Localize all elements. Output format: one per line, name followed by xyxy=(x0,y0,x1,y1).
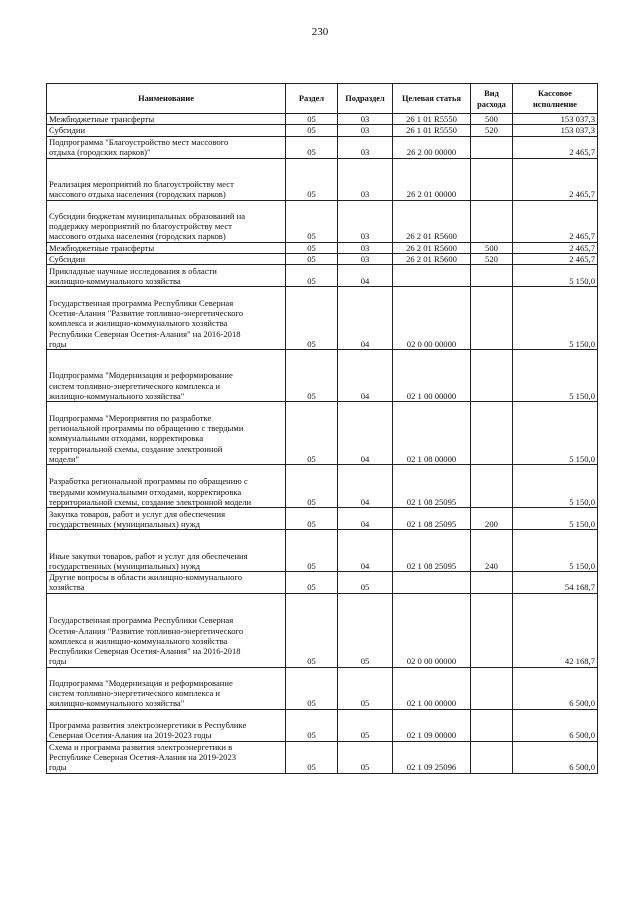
row-subsection: 05 xyxy=(338,741,393,773)
row-name xyxy=(47,136,286,158)
row-subsection: 04 xyxy=(338,465,393,508)
row-target: 26 2 01 00000 xyxy=(393,158,471,200)
table-row xyxy=(47,667,598,709)
row-section: 05 xyxy=(286,572,338,594)
header-kind: Вид расхода xyxy=(471,84,513,114)
row-kind xyxy=(471,741,513,773)
row-name xyxy=(47,530,286,572)
table-row xyxy=(47,709,598,741)
row-amount: 42 168,7 xyxy=(513,593,598,667)
row-name-text: Государственная программа Республики Северная Осетия-Алания "Развитие топливно-энергетического комплекса и жилищно-коммунального хозяйства Республики Северная Осетия-Алания" на 2016-2018 годы xyxy=(49,615,244,667)
row-target xyxy=(393,265,471,287)
row-kind: 500 xyxy=(471,242,513,253)
row-name-text: Подпрограмма "Модернизация и реформирование систем топливно-энергетического комплекса и жилищно-коммунального хозяйства" xyxy=(49,677,233,709)
row-amount: 6 500,0 xyxy=(513,709,598,741)
header-amount: Кассовое исполнение xyxy=(513,84,598,114)
table-row xyxy=(47,572,598,594)
row-name-text: Иные закупки товаров, работ и услуг для обеспечения государственных (муниципальных) нужд xyxy=(49,550,248,571)
row-name-text: Другие вопросы в области жилищно-коммунального хозяйства xyxy=(49,572,242,593)
row-amount: 2 465,7 xyxy=(513,253,598,264)
row-target: 26 1 01 R5550 xyxy=(393,125,471,136)
row-target: 02 0 00 00000 xyxy=(393,593,471,667)
row-section: 05 xyxy=(286,350,338,402)
row-name xyxy=(47,125,286,136)
row-amount: 2 465,7 xyxy=(513,200,598,242)
row-section: 05 xyxy=(286,508,338,530)
row-name-text: Разработка региональной программы по обращению с твердыми коммунальными отходами, корректировка территориальной схемы, создание электронной модели xyxy=(49,476,252,507)
table-row xyxy=(47,508,598,530)
row-target: 02 1 08 00000 xyxy=(393,402,471,465)
row-name xyxy=(47,287,286,350)
row-amount: 5 150,0 xyxy=(513,402,598,465)
row-section: 05 xyxy=(286,265,338,287)
row-section: 05 xyxy=(286,667,338,709)
table-row xyxy=(47,465,598,508)
row-kind xyxy=(471,402,513,465)
row-kind xyxy=(471,667,513,709)
row-target: 26 2 01 R5600 xyxy=(393,200,471,242)
row-amount: 2 465,7 xyxy=(513,158,598,200)
row-section: 05 xyxy=(286,593,338,667)
row-name xyxy=(47,242,286,253)
row-name xyxy=(47,741,286,773)
row-name-text: Подпрограмма "Мероприятия по разработке региональной программы по обращению с твердыми коммунальными отходами, корректировка территориальной схемы, создание электронной модели" xyxy=(49,412,244,464)
row-section: 05 xyxy=(286,253,338,264)
row-amount: 5 150,0 xyxy=(513,287,598,350)
row-amount: 2 465,7 xyxy=(513,242,598,253)
row-amount: 5 150,0 xyxy=(513,265,598,287)
row-kind: 520 xyxy=(471,125,513,136)
row-target: 26 2 01 R5600 xyxy=(393,253,471,264)
row-subsection: 04 xyxy=(338,350,393,402)
row-subsection: 04 xyxy=(338,287,393,350)
row-name-text: Субсидии бюджетам муниципальных образований на поддержку мероприятий по благоустройству мест массового отдыха населения (городских парков) xyxy=(49,210,246,242)
row-section: 05 xyxy=(286,709,338,741)
row-name-text: Подпрограмма "Благоустройство мест массового отдыха (городских парков)" xyxy=(49,137,229,158)
row-section: 05 xyxy=(286,287,338,350)
row-kind: 520 xyxy=(471,253,513,264)
row-section: 05 xyxy=(286,125,338,136)
row-subsection: 04 xyxy=(338,530,393,572)
row-kind xyxy=(471,287,513,350)
table-row xyxy=(47,530,598,572)
row-name-text: Государственная программа Республики Северная Осетия-Алания "Развитие топливно-энергетического комплекса и жилищно-коммунального хозяйства Республики Северная Осетия-Алания" на 2016-2018 годы xyxy=(49,297,244,349)
row-target: 02 1 08 25095 xyxy=(393,508,471,530)
table-row xyxy=(47,125,598,136)
row-kind: 500 xyxy=(471,114,513,125)
row-amount: 2 465,7 xyxy=(513,136,598,158)
row-name-text: Закупка товаров, работ и услуг для обеспечения государственных (муниципальных) нужд xyxy=(49,508,226,529)
row-target: 02 1 08 25095 xyxy=(393,530,471,572)
budget-table xyxy=(46,83,598,774)
row-section: 05 xyxy=(286,402,338,465)
row-subsection: 04 xyxy=(338,402,393,465)
row-kind xyxy=(471,136,513,158)
row-target: 02 1 09 00000 xyxy=(393,709,471,741)
row-name xyxy=(47,265,286,287)
row-name-text: Межбюджетные трансферты xyxy=(49,242,155,253)
row-kind xyxy=(471,265,513,287)
row-name-text: Подпрограмма "Модернизация и реформирование систем топливно-энергетического комплекса и жилищно-коммунального хозяйства" xyxy=(49,370,233,401)
table-row xyxy=(47,402,598,465)
row-subsection: 03 xyxy=(338,158,393,200)
row-amount: 5 150,0 xyxy=(513,350,598,402)
row-name-text: Межбюджетные трансферты xyxy=(49,114,155,124)
row-kind xyxy=(471,709,513,741)
row-name xyxy=(47,200,286,242)
row-subsection: 03 xyxy=(338,136,393,158)
row-name xyxy=(47,158,286,200)
row-kind xyxy=(471,350,513,402)
row-section: 05 xyxy=(286,741,338,773)
table-row xyxy=(47,158,598,200)
row-section: 05 xyxy=(286,530,338,572)
table-header-row xyxy=(47,84,598,114)
row-kind xyxy=(471,593,513,667)
row-amount: 6 500,0 xyxy=(513,741,598,773)
row-name xyxy=(47,572,286,594)
row-subsection: 05 xyxy=(338,572,393,594)
table-row xyxy=(47,114,598,125)
row-amount: 5 150,0 xyxy=(513,465,598,508)
row-amount: 54 168,7 xyxy=(513,572,598,594)
row-kind xyxy=(471,158,513,200)
row-target: 26 2 01 R5600 xyxy=(393,242,471,253)
table-row xyxy=(47,287,598,350)
row-target: 02 0 00 00000 xyxy=(393,287,471,350)
table-row xyxy=(47,242,598,253)
table-row xyxy=(47,200,598,242)
row-target: 26 1 01 R5550 xyxy=(393,114,471,125)
row-target xyxy=(393,572,471,594)
row-target: 02 1 00 00000 xyxy=(393,350,471,402)
row-name-text: Субсидии xyxy=(49,125,86,136)
table-row xyxy=(47,253,598,264)
row-subsection: 04 xyxy=(338,508,393,530)
row-section: 05 xyxy=(286,158,338,200)
row-name xyxy=(47,350,286,402)
row-kind xyxy=(471,200,513,242)
row-subsection: 03 xyxy=(338,125,393,136)
row-kind xyxy=(471,465,513,508)
row-name xyxy=(47,114,286,125)
row-subsection: 03 xyxy=(338,253,393,264)
row-subsection: 03 xyxy=(338,200,393,242)
row-kind: 200 xyxy=(471,508,513,530)
row-name xyxy=(47,508,286,530)
row-target: 02 1 09 25096 xyxy=(393,741,471,773)
row-name-text: Прикладные научные исследования в области жилищно-коммунального хозяйства xyxy=(49,265,217,286)
row-target: 02 1 08 25095 xyxy=(393,465,471,508)
row-section: 05 xyxy=(286,200,338,242)
row-section: 05 xyxy=(286,242,338,253)
row-subsection: 05 xyxy=(338,593,393,667)
row-amount: 153 037,3 xyxy=(513,114,598,125)
header-subsection: Подраздел xyxy=(338,84,393,114)
table-row xyxy=(47,136,598,158)
header-section: Раздел xyxy=(286,84,338,114)
row-amount: 153 037,3 xyxy=(513,125,598,136)
row-name xyxy=(47,402,286,465)
row-kind: 240 xyxy=(471,530,513,572)
row-name xyxy=(47,667,286,709)
header-target: Целевая статья xyxy=(393,84,471,114)
row-name xyxy=(47,593,286,667)
row-target: 26 2 00 00000 xyxy=(393,136,471,158)
row-name xyxy=(47,465,286,508)
table-row xyxy=(47,741,598,773)
row-section: 05 xyxy=(286,465,338,508)
row-name xyxy=(47,253,286,264)
row-name xyxy=(47,709,286,741)
table-body xyxy=(47,114,598,774)
row-amount: 5 150,0 xyxy=(513,508,598,530)
row-name-text: Схема и программа развития электроэнергетики в Республике Северная Осетия-Алания на 2019-2023 годы xyxy=(49,741,237,773)
row-name-text: Субсидии xyxy=(49,253,86,264)
table-row xyxy=(47,350,598,402)
row-subsection: 03 xyxy=(338,114,393,125)
row-section: 05 xyxy=(286,136,338,158)
table-row xyxy=(47,265,598,287)
header-name: Наименование xyxy=(47,84,286,114)
row-subsection: 05 xyxy=(338,709,393,741)
row-subsection: 04 xyxy=(338,265,393,287)
row-amount: 5 150,0 xyxy=(513,530,598,572)
row-name-text: Реализация мероприятий по благоустройству мест массового отдыха населения (городских парков) xyxy=(49,179,234,200)
row-kind xyxy=(471,572,513,594)
row-section: 05 xyxy=(286,114,338,125)
page-number: 230 xyxy=(311,26,329,38)
row-subsection: 03 xyxy=(338,242,393,253)
row-name-text: Программа развития электроэнергетики в Республике Северная Осетия-Алания на 2019-2023 годы xyxy=(49,720,247,741)
row-target: 02 1 00 00000 xyxy=(393,667,471,709)
row-subsection: 05 xyxy=(338,667,393,709)
row-amount: 6 500,0 xyxy=(513,667,598,709)
table-row xyxy=(47,593,598,667)
